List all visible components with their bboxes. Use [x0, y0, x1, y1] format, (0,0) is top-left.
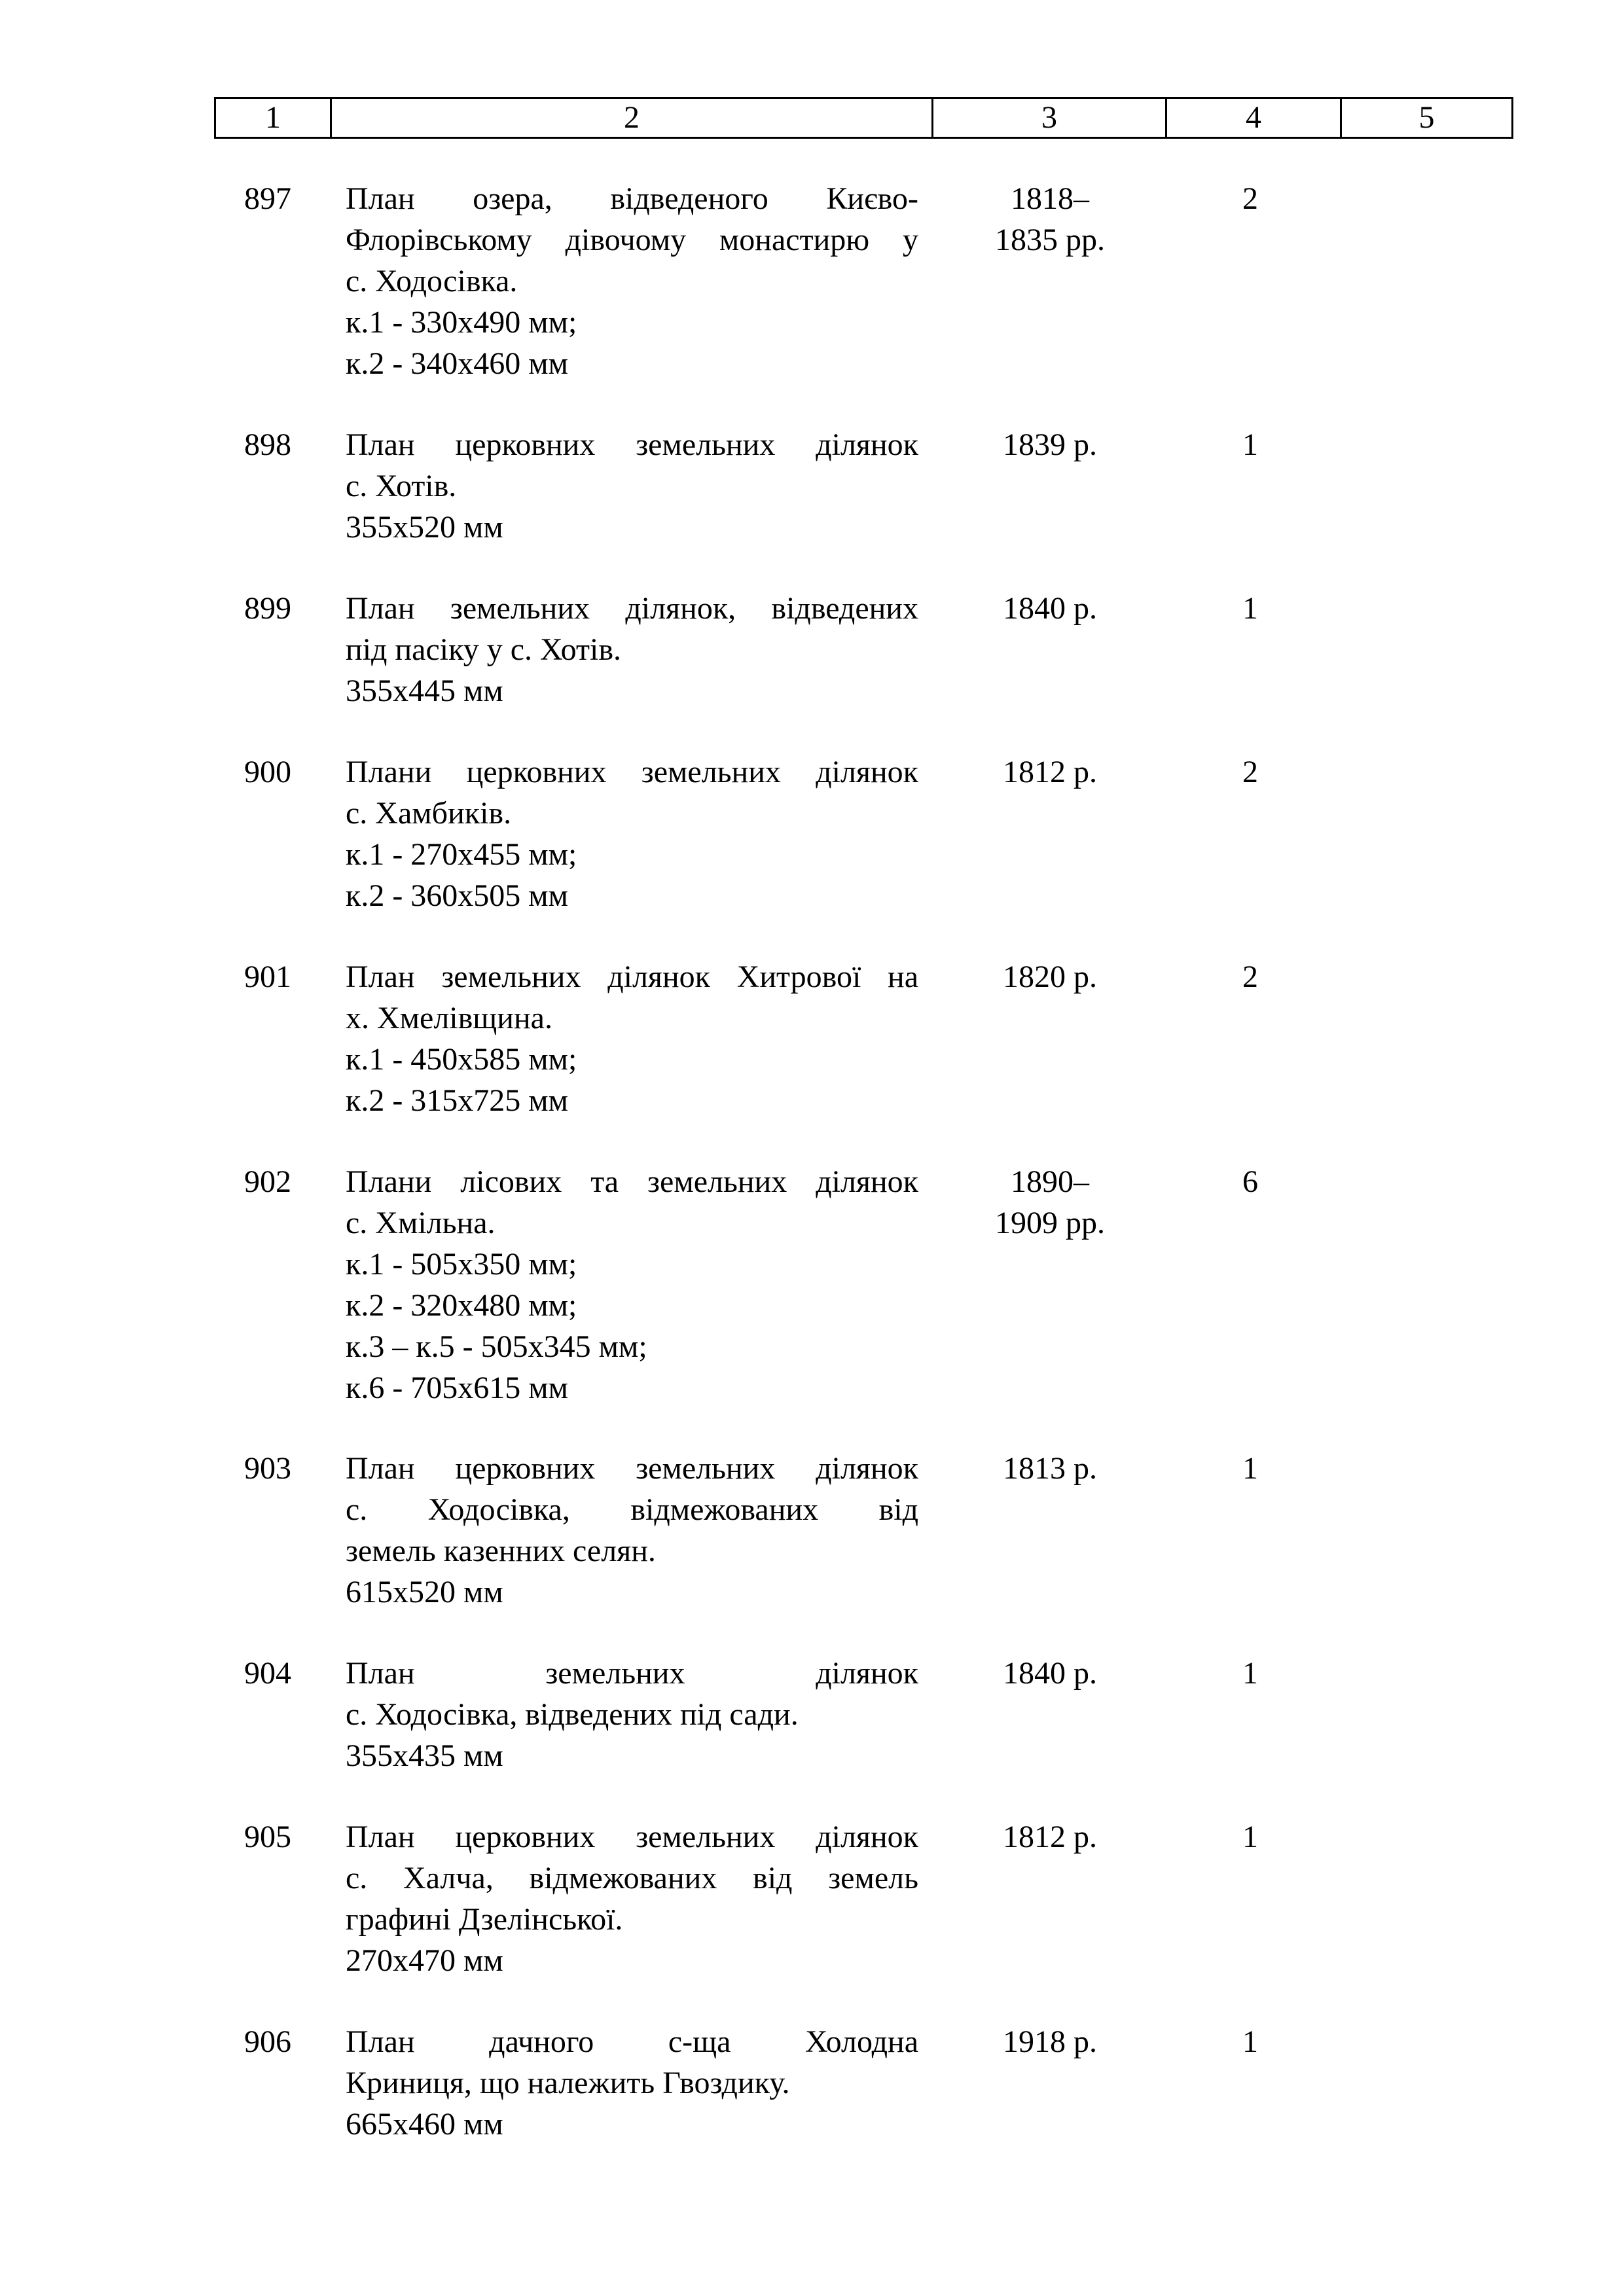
date-line: 1909 рр.: [995, 1206, 1105, 1240]
entry-number: 905: [244, 1820, 291, 1854]
entry-quantity: 2: [1242, 181, 1258, 216]
entry-number: 903: [244, 1451, 291, 1486]
description-line: План земельних ділянок Хитрової на: [346, 960, 918, 994]
description-line: к.6 - 705х615 мм: [346, 1371, 569, 1405]
entry-description: [346, 1653, 918, 1776]
entry-description: [346, 1161, 918, 1408]
date-line: 1820 р.: [1003, 960, 1097, 994]
entry-quantity: 2: [1242, 755, 1258, 789]
entry-date: [952, 2021, 1148, 2062]
description-line: План церковних земельних ділянок: [346, 1820, 918, 1854]
column-header-4: 4: [1167, 99, 1342, 137]
entry-number: 906: [244, 2024, 291, 2059]
description-line: к.2 - 340х460 мм: [346, 346, 569, 381]
date-line: 1840 р.: [1003, 591, 1097, 626]
description-line: х. Хмелівщина.: [346, 1001, 552, 1035]
description-line: 665х460 мм: [346, 2107, 503, 2142]
entry-number: 897: [244, 181, 291, 216]
description-line: к.1 - 270х455 мм;: [346, 837, 577, 872]
column-header-2: 2: [332, 99, 933, 137]
entry-date: [952, 1816, 1148, 1857]
description-line: План земельних ділянок: [346, 1656, 918, 1691]
description-line: к.1 - 330х490 мм;: [346, 305, 577, 340]
entry-number: 898: [244, 427, 291, 462]
description-line: План церковних земельних ділянок: [346, 1451, 918, 1486]
description-line: План озера, відведеного Києво-: [346, 181, 918, 216]
entry-date: [952, 1161, 1148, 1244]
description-line: 270х470 мм: [346, 1943, 503, 1978]
entry-description: [346, 1816, 918, 1981]
column-header-table: [214, 97, 1513, 139]
entry-number: 904: [244, 1656, 291, 1691]
description-line: План дачного с-ща Холодна: [346, 2024, 918, 2059]
column-header-3: 3: [933, 99, 1167, 137]
description-line: к.3 – к.5 - 505х345 мм;: [346, 1329, 647, 1364]
description-line: Плани лісових та земельних ділянок: [346, 1164, 918, 1199]
description-line: земель казенних селян.: [346, 1534, 656, 1568]
entry-date: [952, 178, 1148, 260]
description-line: 615х520 мм: [346, 1575, 503, 1609]
entry-date: [952, 1653, 1148, 1694]
entry-date: [952, 1448, 1148, 1489]
description-line: с. Ходосівка.: [346, 264, 518, 298]
entry-quantity: 1: [1242, 1656, 1258, 1691]
description-line: к.2 - 360х505 мм: [346, 878, 569, 913]
date-line: 1812 р.: [1003, 755, 1097, 789]
entry-description: [346, 2021, 918, 2145]
description-line: к.1 - 505х350 мм;: [346, 1247, 577, 1282]
entry-description: [346, 178, 918, 384]
description-line: с. Ходосівка, відведених під сади.: [346, 1697, 799, 1732]
date-line: 1818–: [1011, 181, 1089, 216]
description-line: Криниця, що належить Гвоздику.: [346, 2066, 790, 2100]
description-line: с. Хамбиків.: [346, 796, 512, 831]
entry-number: 900: [244, 755, 291, 789]
entry-quantity: 1: [1242, 591, 1258, 626]
description-line: 355х435 мм: [346, 1738, 503, 1773]
date-line: 1813 р.: [1003, 1451, 1097, 1486]
date-line: 1812 р.: [1003, 1820, 1097, 1854]
date-line: 1918 р.: [1003, 2024, 1097, 2059]
column-header-1: 1: [216, 99, 332, 137]
description-line: с. Ходосівка, відмежованих від: [346, 1492, 918, 1527]
description-line: к.2 - 315х725 мм: [346, 1083, 569, 1118]
entry-number: 901: [244, 960, 291, 994]
entry-number: 902: [244, 1164, 291, 1199]
entry-quantity: 1: [1242, 2024, 1258, 2059]
entry-quantity: 2: [1242, 960, 1258, 994]
description-line: Флорівському дівочому монастирю у: [346, 223, 918, 257]
description-line: с. Халча, відмежованих від земель: [346, 1861, 918, 1895]
description-line: 355х520 мм: [346, 510, 503, 545]
entry-description: [346, 1448, 918, 1613]
date-line: 1840 р.: [1003, 1656, 1097, 1691]
date-line: 1835 рр.: [995, 223, 1105, 257]
entry-description: [346, 424, 918, 548]
entry-quantity: 1: [1242, 1820, 1258, 1854]
description-line: 355х445 мм: [346, 673, 503, 708]
entry-date: [952, 424, 1148, 465]
entry-quantity: 1: [1242, 427, 1258, 462]
entry-number: 899: [244, 591, 291, 626]
description-line: графині Дзелінської.: [346, 1902, 623, 1937]
entry-date: [952, 588, 1148, 629]
description-line: с. Хмільна.: [346, 1206, 496, 1240]
description-line: к.1 - 450х585 мм;: [346, 1042, 577, 1077]
entry-date: [952, 751, 1148, 793]
date-line: 1839 р.: [1003, 427, 1097, 462]
entry-quantity: 6: [1242, 1164, 1258, 1199]
entry-quantity: 1: [1242, 1451, 1258, 1486]
date-line: 1890–: [1011, 1164, 1089, 1199]
description-line: План церковних земельних ділянок: [346, 427, 918, 462]
entry-description: [346, 588, 918, 711]
entry-date: [952, 956, 1148, 997]
column-header-5: 5: [1418, 100, 1435, 135]
entry-description: [346, 751, 918, 916]
entry-description: [346, 956, 918, 1121]
description-line: План земельних ділянок, відведених: [346, 591, 918, 626]
description-line: с. Хотів.: [346, 469, 457, 503]
description-line: Плани церковних земельних ділянок: [346, 755, 918, 789]
description-line: к.2 - 320х480 мм;: [346, 1288, 577, 1323]
description-line: під пасіку у с. Хотів.: [346, 632, 622, 667]
